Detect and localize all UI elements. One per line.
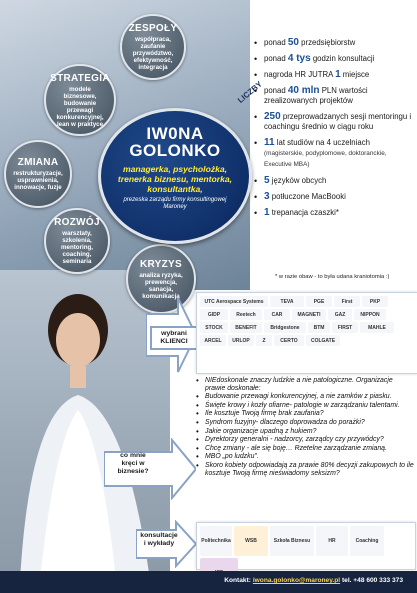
fact-item: • nagroda HR JUTRA 1 miejsce — [254, 70, 414, 80]
business-item: • MBO „po ludzku". — [196, 453, 414, 461]
facts-list — [254, 38, 414, 224]
consult-logo: Politechnika — [200, 526, 232, 556]
footer-phone: tel. +48 600 333 373 — [341, 577, 403, 584]
fact-item: • 3 potłuczone MacBooki — [254, 192, 414, 202]
footer-label: Kontakt: — [224, 577, 251, 584]
business-item: • Skoro kobiety odpowiadają za prawie 80% decyzji zakupowych to ile kosztuje Twoją firmę nieświadomy seksizm? — [196, 462, 414, 477]
client-logo: UTC Aerospace Systems — [200, 296, 268, 307]
fact-item: • 250 przeprowadzanych sesji mentoringu i coachingu średnio w ciągu roku — [254, 112, 414, 132]
client-logo: URLOP — [228, 335, 254, 346]
business-item: • Chcę zmiany - ale się boję… Rzetelne zarządzanie zmianą. — [196, 445, 414, 453]
business-item: • Dyrektorzy generalni - nadzorcy, zarządcy czy przywódcy? — [196, 436, 414, 444]
client-logo: NIPPON — [354, 309, 386, 320]
consult-label: konsultacje i wykłady — [140, 532, 178, 547]
client-logo: BENEFIT — [230, 322, 262, 333]
fact-item: • 1 trepanacja czaszki* — [254, 208, 414, 218]
bubble-rozwoj — [44, 208, 110, 274]
president: prezeska zarządu firmy konsultingowej Maroney — [123, 197, 227, 210]
bubble-desc: modele biznesowe, budowanie przewagi konkurencyjnej, lean w praktyce — [56, 85, 104, 128]
clients-logos — [196, 292, 417, 374]
consult-logos — [196, 522, 416, 570]
bubble-title: ROZWÓJ — [54, 217, 100, 228]
business-list — [196, 377, 414, 478]
clients-label: wybrani KLIENCI — [150, 326, 198, 350]
business-item: • NIEdoskonale znaczy ludzkie a nie patologiczne. Organizacje prawie doskonałe: — [196, 377, 414, 392]
business-item: • Jakie organizacje upadną z hukiem? — [196, 428, 414, 436]
client-logo: PGE — [306, 296, 332, 307]
client-logo: FIRST — [332, 322, 358, 333]
business-item: • Budowanie przewagi konkurencyjnej, a nie zamków z piasku. — [196, 393, 414, 401]
client-logo: Z — [256, 335, 272, 346]
footer-email-link[interactable]: iwona.golonko@maroney.pl — [252, 577, 341, 584]
fact-item: • ponad 4 tys godzin konsultacji — [254, 54, 414, 64]
client-logo: First — [334, 296, 360, 307]
bubble-title: KRYZYS — [140, 258, 182, 270]
bubble-zespoly — [120, 14, 186, 80]
client-logo: MAHLE — [360, 322, 394, 333]
client-logo: MAGNETI — [292, 309, 326, 320]
client-logo: CERTO — [274, 335, 304, 346]
business-item: • Ile kosztuje Twoją firmę brak zaufania? — [196, 410, 414, 418]
client-logo: Reetech — [230, 309, 262, 320]
roles: managerka, psycholożka, trenerka biznesu, mentorka, konsultantka, — [117, 164, 233, 194]
business-label: co mnie kręci w biznesie? — [117, 452, 149, 475]
bubble-title: STRATEGIA — [50, 72, 110, 84]
bubble-desc: restrukturyzacje, usprawnienia, innowacje, fuzje — [13, 170, 63, 191]
client-logo: GAZ — [328, 309, 352, 320]
footnote: * w razie obaw - to była udana kraniotomia :) — [275, 274, 390, 280]
consult-logo: HR — [316, 526, 348, 556]
consult-logo: Szkoła Biznesu — [270, 526, 314, 556]
consult-logo: WSB — [234, 526, 268, 556]
fact-item: • 11 lat studiów na 4 uczelniach (magisterskie, podyplomowe, doktoranckie, Executive MBA) — [254, 138, 414, 170]
footer — [0, 571, 417, 593]
fact-item: • ponad 40 mln PLN wartości zrealizowanych projektów — [254, 86, 414, 106]
client-logo: STOCK — [200, 322, 228, 333]
bubble-title: ZESPOŁY — [128, 23, 178, 34]
client-logo: TEVA — [270, 296, 304, 307]
fact-item: • ponad 50 przedsiębiorstw — [254, 38, 414, 48]
bubble-desc: analiza ryzyka, prewencja, sanacja, komunikacja — [139, 271, 183, 300]
client-logo: Bridgestone — [264, 322, 306, 333]
client-logo: BTM — [308, 322, 330, 333]
bubble-title: ZMIANA — [17, 157, 59, 168]
name-line-1: IW0NA — [146, 124, 204, 143]
client-logo: GIDP — [200, 309, 228, 320]
bubble-zmiana — [4, 140, 72, 208]
business-item: • Syndrom fuzyjny- dlaczego doprowadza do porażki? — [196, 419, 414, 427]
client-logo: COLGATE — [306, 335, 340, 346]
client-logo: CAR — [264, 309, 290, 320]
client-logo: ARCEL — [200, 335, 226, 346]
consult-logo: Coaching — [350, 526, 384, 556]
business-item: • Święte krowy i kozły ofiarne- patologie w zarządzaniu talentami. — [196, 402, 414, 410]
bubble-desc: współpraca, zaufanie przywództwo, efektywność, integracja — [132, 36, 174, 71]
name-line-2: GOLONKO — [129, 141, 221, 160]
liczby-label: LICZBY — [236, 79, 264, 105]
fact-item: • 5 języków obcych — [254, 176, 414, 186]
bubble-desc: warsztaty, szkolenia, mentoring, coaching, seminaria — [61, 230, 93, 265]
center-profile — [98, 108, 252, 244]
client-logo: PKP — [362, 296, 388, 307]
